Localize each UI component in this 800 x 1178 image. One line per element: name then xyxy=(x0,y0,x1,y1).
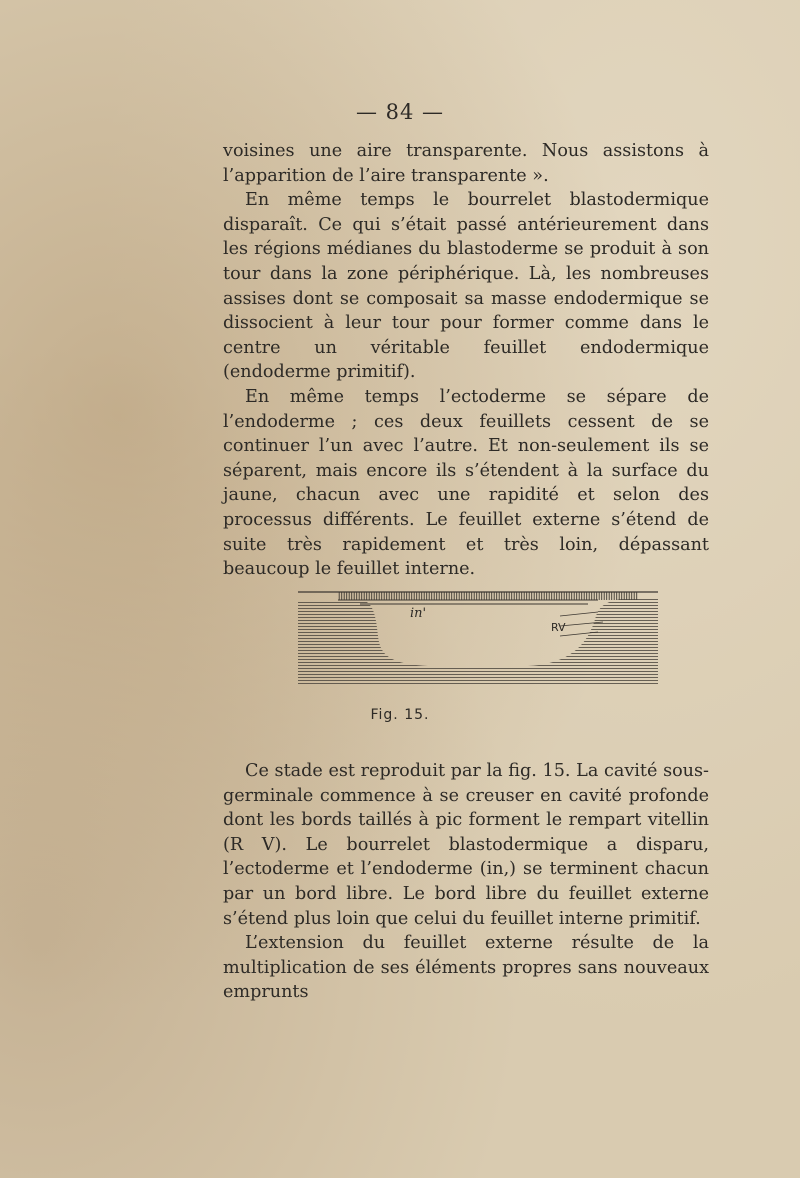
figure-caption: Fig. 15. xyxy=(370,707,430,723)
paragraph: En même temps le bourrelet blastodermique disparaît. Ce qui s’était passé antérieurement dans les régions médianes du blastoderme se produit à son tour dans la zone périphérique. Là, les nombreuses assises dont se composait sa masse endodermique se dissocient à leur tour pour former comme dans le centre un véritable feuillet endodermique (endoderme primitif). xyxy=(223,190,709,383)
text-block-bottom xyxy=(223,759,709,1005)
text-block-top xyxy=(223,139,709,582)
paragraph: L’extension du feuillet externe résulte de la multiplication de ses éléments propres sans nouveaux emprunts xyxy=(223,933,709,1003)
paragraph: Ce stade est reproduit par la fig. 15. La cavité sous-germinale commence à se creuser en cavité profonde dont les bords taillés à pic forment le rempart vitellin (R V). Le bourrelet blastodermique a disparu, l’ectoderme et l’endoderme (in,) se terminent chacun par un bord libre. Le bord libre du feuillet externe s’étend plus loin que celui du feuillet interne primitif. xyxy=(223,761,709,929)
figure-15 xyxy=(298,586,658,690)
page-number: — 84 — xyxy=(355,100,445,124)
figure-label-rv: RV xyxy=(551,621,566,634)
paragraph: En même temps l’ectoderme se sépare de l’endoderme ; ces deux feuillets cessent de se continuer l’un avec l’autre. Et non-seulement ils se séparent, mais encore ils s’étendent à la surface du jaune, chacun avec une rapidité et selon des processus différents. Le feuillet externe s’étend de suite très rapidement et très loin, dépassant beaucoup le feuillet interne. xyxy=(223,386,709,580)
figure-illustration xyxy=(298,586,658,690)
figure-label-in: in' xyxy=(410,606,427,621)
paragraph: voisines une aire transparente. Nous assistons à l’apparition de l’aire transparente ». xyxy=(223,141,709,186)
